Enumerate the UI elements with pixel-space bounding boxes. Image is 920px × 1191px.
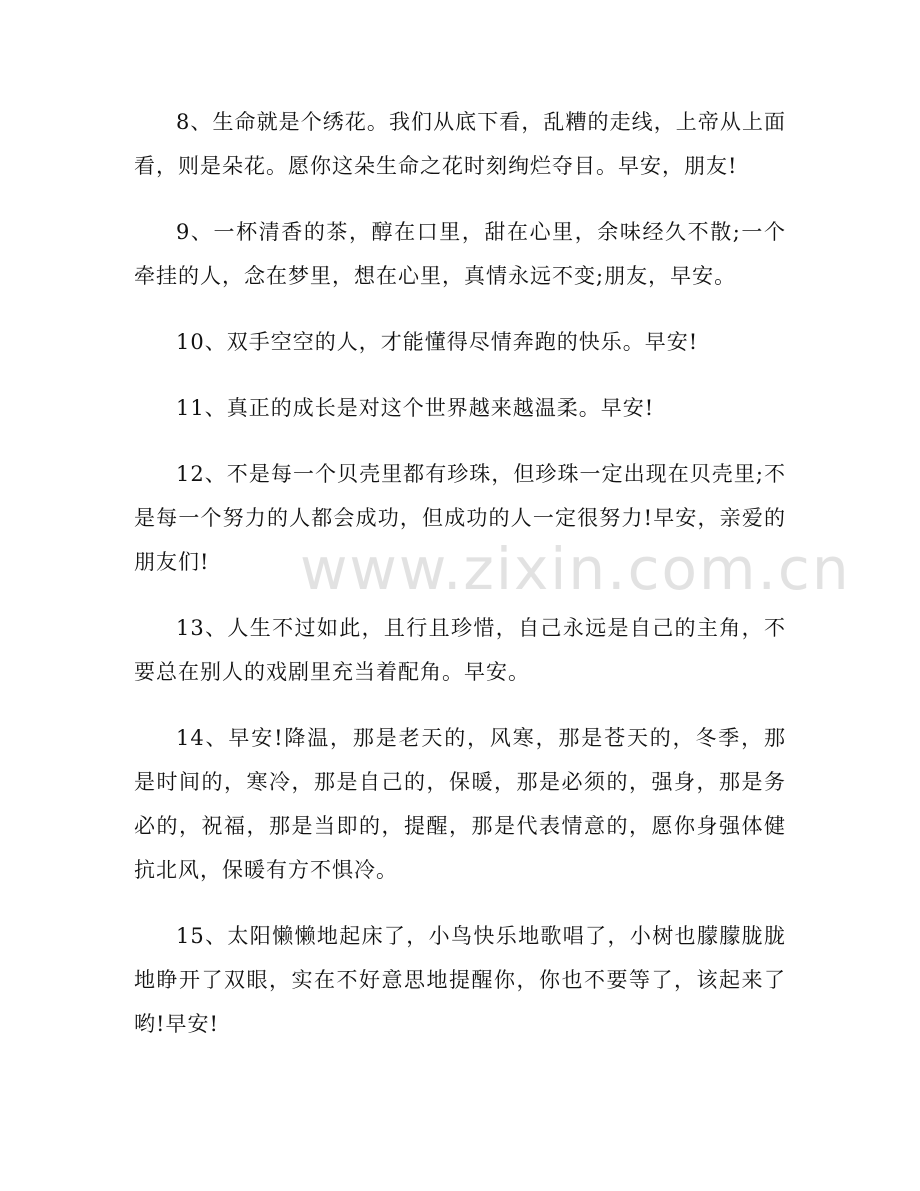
- paragraph-8: 8、生命就是个绣花。我们从底下看，乱糟的走线，上帝从上面看，则是朵花。愿你这朵生命之花时刻绚烂夺目。早安，朋友!: [134, 110, 786, 178]
- watermark: www.zixin.com.cn: [300, 535, 851, 603]
- document-body: [134, 100, 786, 1068]
- paragraph-14: 14、早安!降温，那是老天的，风寒，那是苍天的，冬季，那是时间的，寒冷，那是自己的，保暖，那是必须的，强身，那是务必的，祝福，那是当即的，提醒，那是代表情意的，愿你身强体健抗北风，保暖有方不惧冷。: [134, 726, 786, 882]
- paragraph-13: 13、人生不过如此，且行且珍惜，自己永远是自己的主角，不要总在别人的戏剧里充当着配角。早安。: [134, 616, 786, 684]
- paragraph-10: 10、双手空空的人，才能懂得尽情奔跑的快乐。早安!: [176, 330, 699, 354]
- paragraph-9: 9、一杯清香的茶，醇在口里，甜在心里，余味经久不散;一个牵挂的人，念在梦里，想在心里，真情永远不变;朋友，早安。: [134, 220, 786, 288]
- paragraph-15: 15、太阳懒懒地起床了，小鸟快乐地歌唱了，小树也朦朦胧胧地睁开了双眼，实在不好意思地提醒你，你也不要等了，该起来了哟!早安!: [134, 924, 786, 1036]
- paragraph-12: 12、不是每一个贝壳里都有珍珠，但珍珠一定出现在贝壳里;不是每一个努力的人都会成功，但成功的人一定很努力!早安，亲爱的朋友们!: [134, 462, 786, 574]
- paragraph-11: 11、真正的成长是对这个世界越来越温柔。早安!: [176, 396, 655, 420]
